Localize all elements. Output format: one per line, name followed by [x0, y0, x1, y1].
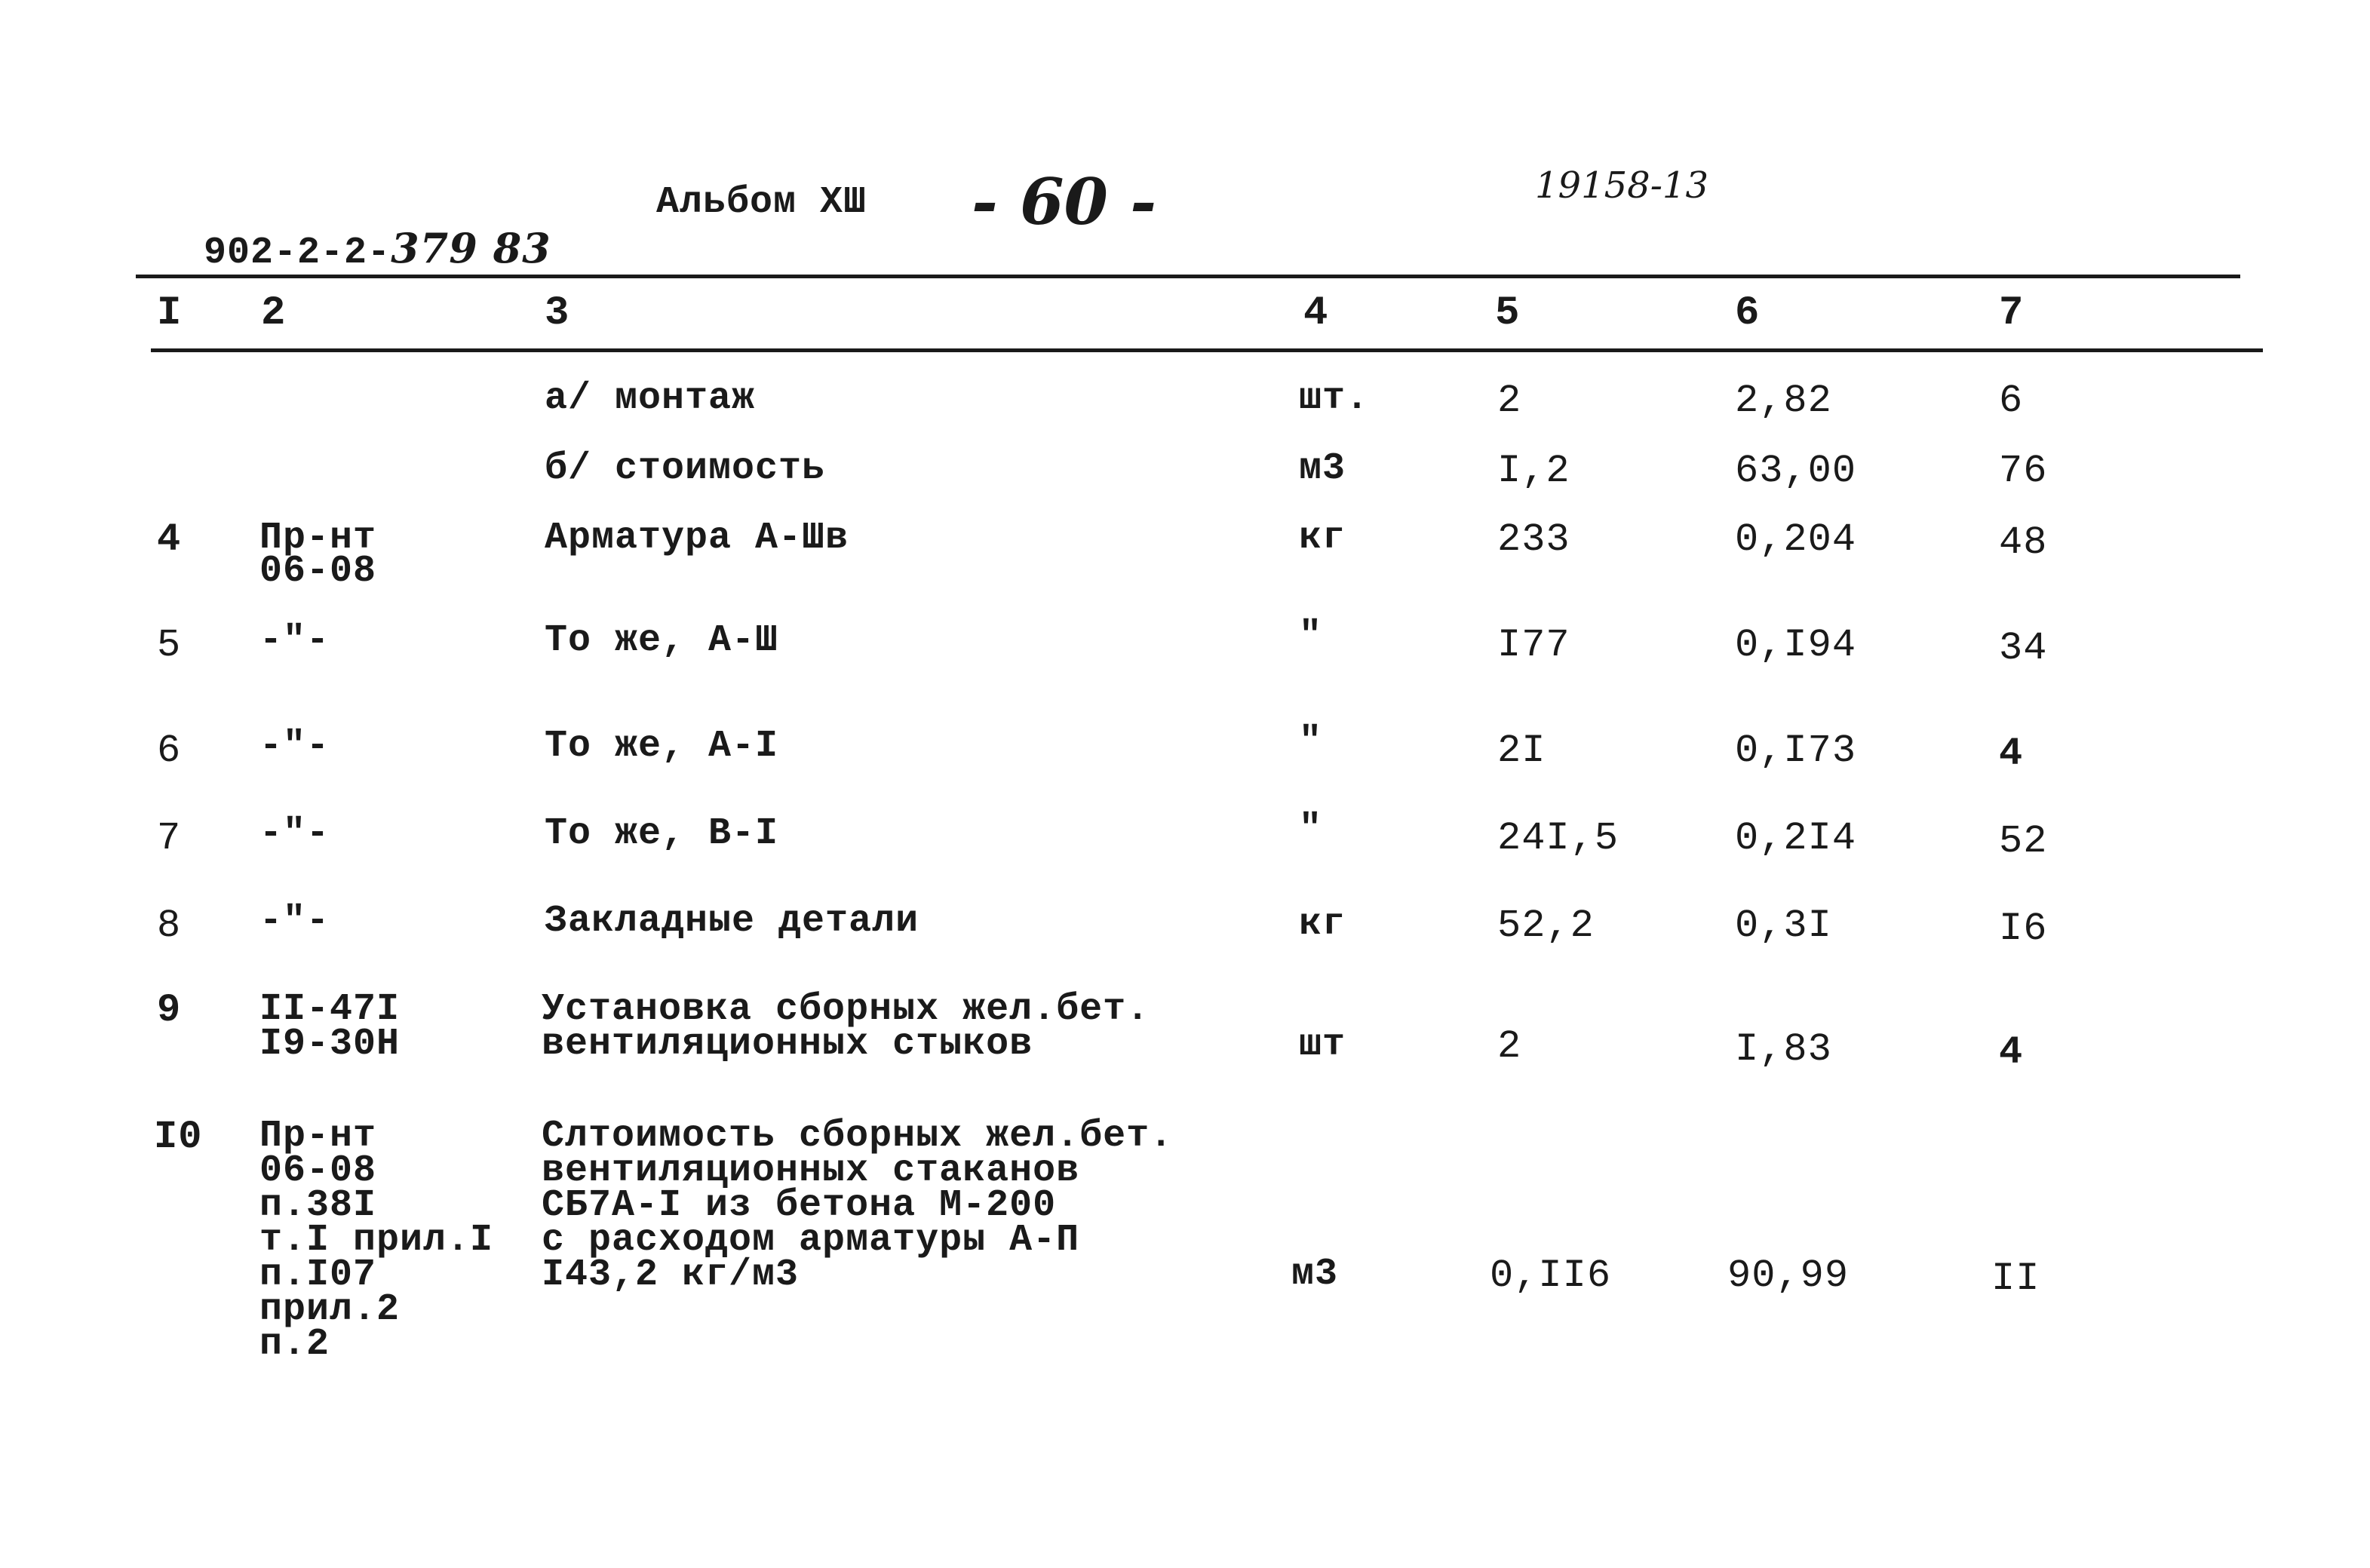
row-unit: шт.	[1299, 377, 1370, 420]
row-price: 2,82	[1735, 379, 1832, 423]
row-price: 0,204	[1735, 517, 1857, 562]
doc-code-handwritten: 379 83	[391, 224, 551, 272]
row-price: 0,I73	[1735, 729, 1857, 773]
table-top-rule	[136, 275, 2240, 278]
row-unit: "	[1299, 615, 1323, 658]
row-reference: II-47I I9-30Н	[259, 988, 401, 1066]
row-price: 0,3I	[1735, 904, 1832, 948]
doc-code-printed: 902-2-2-	[204, 232, 391, 275]
column-header-1: I	[157, 290, 182, 336]
row-unit: кг	[1299, 517, 1346, 560]
row-quantity: 2	[1497, 379, 1522, 423]
doc-code	[157, 181, 551, 275]
row-reference: Пр-нт 06-08 п.38I т.I прил.I п.I07 прил.2 п.2	[259, 1115, 494, 1366]
row-total: 48	[1999, 520, 2048, 565]
row-total: 76	[1999, 449, 2048, 493]
row-total: 6	[1999, 379, 2024, 423]
row-description: Закладные детали	[545, 900, 919, 943]
row-quantity: 24I,5	[1497, 816, 1619, 861]
row-description: Установка сборных жел.бет. вентиляционных стыков	[542, 988, 1150, 1066]
row-unit: м3	[1299, 447, 1346, 490]
row-quantity: 233	[1497, 517, 1570, 562]
reference-number: 19158-13	[1535, 164, 1708, 207]
row-quantity: I,2	[1497, 449, 1570, 493]
column-header-4: 4	[1303, 290, 1328, 336]
row-price: 0,I94	[1735, 623, 1857, 667]
row-number: 6	[157, 729, 182, 773]
column-header-3: 3	[545, 290, 569, 336]
row-unit: кг	[1299, 903, 1346, 946]
row-description: Арматура А-Шв	[545, 517, 849, 560]
row-unit: "	[1299, 720, 1323, 763]
row-description: То же, А-Ш	[545, 619, 779, 662]
row-total: II	[1991, 1257, 2040, 1301]
row-reference: -"-	[259, 725, 330, 768]
row-unit: шт	[1299, 1023, 1346, 1066]
row-unit: "	[1299, 808, 1323, 851]
row-description: То же, В-I	[545, 812, 779, 855]
row-price: I,83	[1735, 1027, 1832, 1072]
row-reference: -"-	[259, 900, 330, 943]
row-price: 90,99	[1727, 1253, 1850, 1298]
album-label: Альбом ХШ	[656, 181, 867, 224]
row-reference: -"-	[259, 812, 330, 855]
row-price: 63,00	[1735, 449, 1857, 493]
row-total: 52	[1999, 819, 2048, 864]
row-number: 5	[157, 623, 182, 667]
row-description: а/ монтаж	[545, 377, 756, 420]
row-total: 34	[1999, 626, 2048, 670]
row-price: 0,2I4	[1735, 816, 1857, 861]
row-description: То же, А-I	[545, 725, 779, 768]
column-header-5: 5	[1495, 290, 1520, 336]
row-reference: Пр-нт 06-08	[259, 517, 377, 593]
row-quantity: 2	[1497, 1024, 1522, 1069]
row-unit: м3	[1291, 1253, 1339, 1296]
column-header-2: 2	[261, 290, 286, 336]
row-total: 4	[1999, 1030, 2024, 1075]
row-number: I0	[154, 1115, 203, 1159]
column-header-7: 7	[1999, 290, 2024, 336]
row-reference: -"-	[259, 619, 330, 662]
row-quantity: 0,II6	[1490, 1253, 1612, 1298]
row-quantity: I77	[1497, 623, 1570, 667]
row-description: б/ стоимость	[545, 447, 826, 490]
row-total: 4	[1999, 732, 2024, 776]
row-number: 7	[157, 816, 182, 861]
row-number: 9	[157, 988, 182, 1033]
column-header-6: 6	[1735, 290, 1760, 336]
row-number: 4	[157, 517, 182, 562]
row-number: 8	[157, 904, 182, 948]
row-quantity: 2I	[1497, 729, 1546, 773]
page-number: - 60 -	[972, 164, 1157, 239]
row-description: Слтоимость сборных жел.бет. вентиляционных стаканов СБ7А-I из бетона М-200 с расходом арматуры А-П I43,2 кг/м3	[542, 1115, 1174, 1296]
row-total: I6	[1999, 907, 2048, 951]
header-bottom-rule	[151, 348, 2263, 352]
row-quantity: 52,2	[1497, 904, 1595, 948]
